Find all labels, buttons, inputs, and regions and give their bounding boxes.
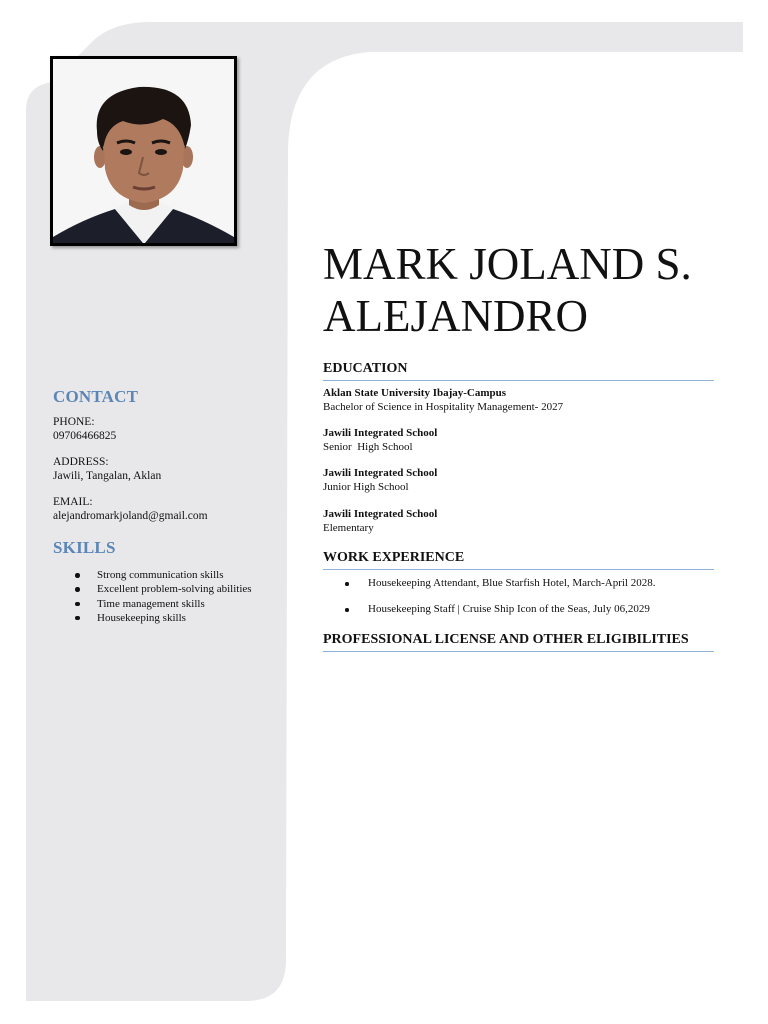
work-item: Housekeeping Staff | Cruise Ship Icon of the Seas, July 06,2029 xyxy=(368,602,655,616)
contact-email xyxy=(53,495,208,523)
school-detail: Bachelor of Science in Hospitality Management- 2027 xyxy=(323,400,564,413)
phone-value: 09706466825 xyxy=(53,430,117,442)
skills-heading: SKILLS xyxy=(53,538,116,557)
work-item: Housekeeping Attendant, Blue Starfish Hotel, March-April 2028. xyxy=(368,577,656,589)
license-heading: PROFESSIONAL LICENSE AND OTHER ELIGIBILITIES xyxy=(323,631,714,652)
skill-item: Strong communication skills xyxy=(97,568,252,582)
applicant-name xyxy=(323,238,692,342)
skill-item: Housekeeping skills xyxy=(97,611,252,625)
education-heading: EDUCATION xyxy=(323,360,714,381)
phone-label: PHONE: xyxy=(53,416,95,428)
address-value: Jawili, Tangalan, Aklan xyxy=(53,470,162,482)
school-detail: Senior High School xyxy=(323,440,413,453)
education-entry xyxy=(323,467,437,494)
school-detail: Junior High School xyxy=(323,480,409,493)
email-label: EMAIL: xyxy=(53,496,93,508)
work-experience-heading: WORK EXPERIENCE xyxy=(323,549,714,570)
school-name: Jawili Integrated School xyxy=(323,508,438,520)
skill-item: Excellent problem-solving abilities xyxy=(97,583,252,596)
name-line-2: ALEJANDRO xyxy=(323,291,588,341)
work-experience-list xyxy=(368,576,655,616)
address-label: ADDRESS: xyxy=(53,456,109,468)
school-name: Jawili Integrated School xyxy=(323,467,438,479)
profile-photo xyxy=(50,56,237,246)
school-name: Jawili Integrated School xyxy=(323,427,438,439)
contact-address xyxy=(53,455,161,483)
contact-heading: CONTACT xyxy=(53,387,139,406)
skills-list xyxy=(97,568,252,625)
skill-item: Time management skills xyxy=(97,597,252,611)
name-line-1: MARK JOLAND S. xyxy=(323,239,692,289)
person-icon xyxy=(53,59,234,243)
education-entry xyxy=(323,427,437,454)
contact-phone xyxy=(53,415,116,443)
email-value: alejandromarkjoland@gmail.com xyxy=(53,510,208,522)
school-detail: Elementary xyxy=(323,521,374,534)
school-name: Aklan State University Ibajay-Campus xyxy=(323,387,507,399)
education-entry xyxy=(323,508,437,535)
education-entry xyxy=(323,387,563,414)
